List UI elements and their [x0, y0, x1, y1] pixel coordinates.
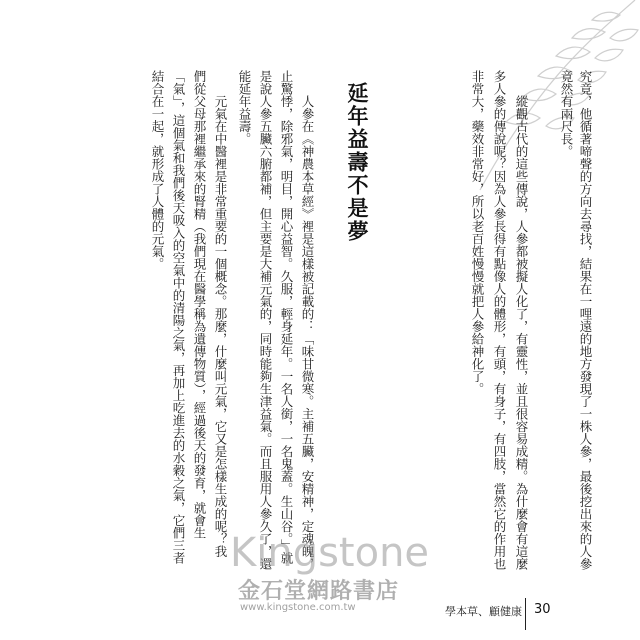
text-column: 究竟，他循著啼聲的方向去尋找，結果在一哩遠的地方發現了一株人參，最後挖出來的人參	[578, 70, 593, 570]
text-column: 縱觀古代的這些傳說，人參都被擬人化了，有靈性，並且很容易成精。為什麼會有這麼	[514, 70, 529, 570]
text-column: 非常大，藥效非常好，所以老百姓慢慢就把人參給神化了。	[470, 70, 485, 395]
page-number: 30	[534, 602, 551, 617]
watermark-url: www.kingstone.com.tw	[240, 602, 356, 613]
footer-divider	[525, 598, 526, 630]
text-column: 是說人參五臟六腑都補，但主要是大補元氣的，同時能夠生津益氣。而且服用人參久了，還	[258, 70, 273, 570]
text-column: 結合在一起，就形成了人體的元氣。	[150, 70, 165, 270]
running-footer-title: 學本草、顧健康	[445, 605, 522, 618]
text-column: 竟然有兩尺長。	[559, 70, 574, 158]
watermark-logo-text: Kingstone	[230, 530, 430, 576]
text-column: 多人參的傳說呢？因為人參長得有點像人的體形，有頭，有身子，有四肢，當然它的作用也	[492, 70, 507, 570]
text-column: 們從父母那裡繼承來的腎精（我們現在醫學稱為遺傳物質），經過後天的發育，就會生	[192, 70, 207, 539]
text-column: 止驚悸，除邪氣，明目，開心益智。久服，輕身延年。一名人銜，一名鬼蓋。生山谷。」就	[279, 70, 294, 564]
text-column: 能延年益壽。	[237, 70, 252, 145]
decorative-leaf-illustration	[420, 0, 640, 200]
text-column: 人參在《神農本草經》裡是這樣被記載的：「味甘微寒。主補五臟，安精神，定魂魄，	[300, 70, 315, 570]
text-column: 「氣」，這個氣和我們後天吸入的空氣中的清陽之氣，再加上吃進去的水穀之氣，它們三者	[171, 70, 186, 564]
section-heading: 延年益壽不是夢	[345, 82, 369, 243]
watermark-store-name: 金石堂網路書店	[238, 578, 400, 604]
text-column: 元氣在中醫裡是非常重要的一個概念。那麼，什麼叫元氣，它又是怎樣生成的呢？我	[213, 70, 228, 558]
